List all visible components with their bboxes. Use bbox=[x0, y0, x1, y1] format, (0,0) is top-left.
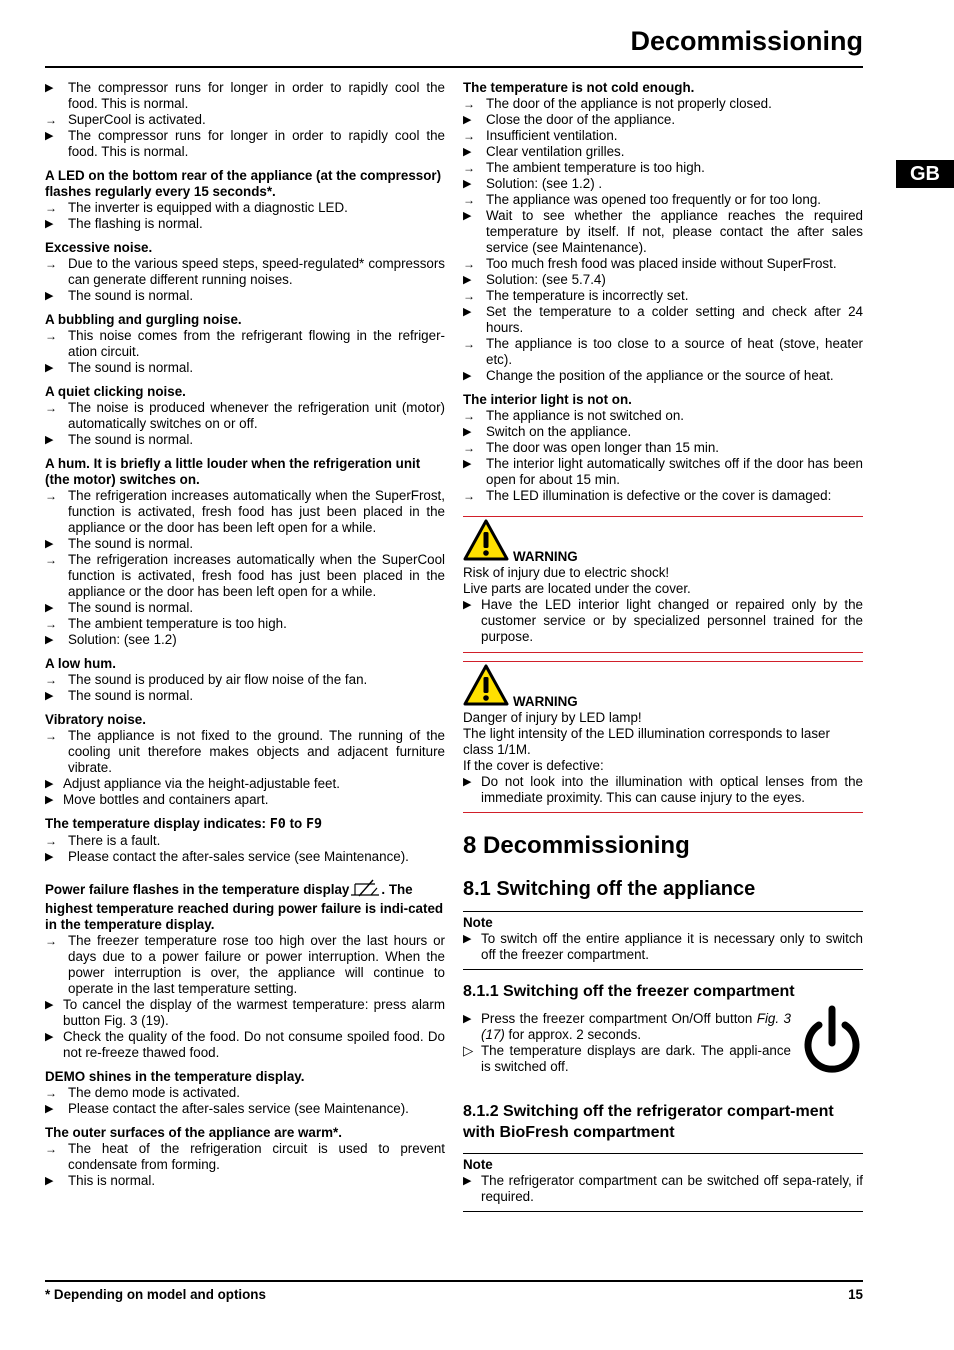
power-failure-heading-b: . The highest temperature reached during power failure is indi-cated in the temperature display. bbox=[45, 882, 444, 932]
list-item-text: The sound is normal. bbox=[68, 536, 194, 551]
list-item-text: There is a fault. bbox=[68, 833, 161, 848]
list-item bbox=[45, 328, 445, 360]
temp-display-list bbox=[45, 833, 445, 865]
warning2-line-3: If the cover is defective: bbox=[463, 758, 604, 773]
list-item-text: Move bottles and containers apart. bbox=[63, 792, 269, 807]
list-item bbox=[45, 933, 445, 997]
interior-light-heading: The interior light is not on. bbox=[463, 392, 632, 407]
list-item bbox=[463, 96, 863, 112]
list-item bbox=[463, 456, 863, 488]
list-item-text: Solution: (see 1.2) bbox=[68, 632, 177, 647]
list-item bbox=[45, 632, 445, 648]
demo-list bbox=[45, 1085, 445, 1117]
click-list bbox=[45, 400, 445, 448]
outer-surfaces-heading: The outer surfaces of the appliance are warm*. bbox=[45, 1125, 342, 1140]
warning-triangle-icon bbox=[463, 519, 509, 565]
lowhum-heading: A low hum. bbox=[45, 656, 116, 671]
list-item bbox=[463, 128, 863, 144]
triangle-bullet-icon: ▶ bbox=[463, 458, 472, 470]
list-item bbox=[463, 288, 863, 304]
warning1-line-1: Risk of injury due to electric shock! bbox=[463, 565, 670, 580]
list-item bbox=[45, 688, 445, 704]
hum-list bbox=[45, 488, 445, 648]
vibration-heading: Vibratory noise. bbox=[45, 712, 146, 727]
intro-list bbox=[45, 80, 445, 160]
list-item-text: The demo mode is activated. bbox=[68, 1085, 240, 1100]
list-item bbox=[463, 144, 863, 160]
list-item-text: Change the position of the appliance or the source of heat. bbox=[486, 368, 834, 383]
triangle-bullet-icon: ▶ bbox=[463, 370, 472, 382]
note-8-1 bbox=[463, 912, 863, 963]
triangle-bullet-icon: ▶ bbox=[45, 362, 54, 374]
list-item-text: Clear ventilation grilles. bbox=[486, 144, 625, 159]
triangle-bullet-icon: ▶ bbox=[45, 778, 54, 790]
list-item-text: The noise is produced whenever the refrigeration unit (motor) automatically switches on or off. bbox=[68, 400, 445, 431]
list-item-text: The flashing is normal. bbox=[68, 216, 203, 231]
list-item-text: The refrigeration increases automatically when the SuperCool function is activated, fresh food has just been placed in the appliance or the door has been left open for a while. bbox=[68, 552, 445, 599]
list-item-text: The ambient temperature is too high. bbox=[486, 160, 705, 175]
freezer-off-result bbox=[463, 1043, 791, 1075]
triangle-bullet-icon: ▶ bbox=[463, 1013, 472, 1025]
temp-display-heading-to: to bbox=[285, 816, 306, 831]
list-item bbox=[463, 368, 863, 384]
warning2-item-text: Do not look into the illumination with optical lenses from the immediate proximity. This can cause injury to the eyes. bbox=[481, 774, 863, 805]
triangle-bullet-icon: ▶ bbox=[463, 426, 472, 438]
list-item bbox=[45, 256, 445, 288]
step1-text-a: Press the freezer compartment On/Off button bbox=[481, 1011, 757, 1026]
power-failure-list bbox=[45, 933, 445, 1061]
warning1-line-2: Live parts are located under the cover. bbox=[463, 581, 691, 596]
power-button-icon bbox=[801, 1003, 863, 1087]
list-item bbox=[45, 849, 445, 865]
list-item-text: The door was open longer than 15 min. bbox=[486, 440, 719, 455]
led-heading: A LED on the bottom rear of the appliance (at the compressor) flashes regularly every 15 seconds*. bbox=[45, 168, 442, 199]
arrow-bullet-icon: → bbox=[45, 834, 57, 848]
triangle-bullet-icon: ▶ bbox=[45, 82, 54, 94]
freezer-off-block bbox=[463, 1011, 863, 1087]
arrow-bullet-icon: → bbox=[463, 337, 475, 351]
triangle-bullet-icon: ▶ bbox=[45, 794, 54, 806]
list-item-text: Switch on the appliance. bbox=[486, 424, 632, 439]
list-item bbox=[45, 1085, 445, 1101]
warning2-line-1: Danger of injury by LED lamp! bbox=[463, 710, 642, 725]
step1-text-b: for approx. 2 seconds. bbox=[504, 1027, 642, 1042]
warning2-label: WARNING bbox=[513, 694, 578, 709]
list-item bbox=[463, 336, 863, 368]
list-item bbox=[45, 200, 445, 216]
list-item bbox=[45, 400, 445, 432]
arrow-bullet-icon: → bbox=[463, 161, 475, 175]
list-item-text: The sound is produced by air flow noise of the fan. bbox=[68, 672, 368, 687]
triangle-bullet-icon: ▶ bbox=[45, 1103, 54, 1115]
triangle-bullet-icon: ▶ bbox=[45, 130, 54, 142]
list-item bbox=[463, 176, 863, 192]
vibration-list bbox=[45, 728, 445, 808]
arrow-bullet-icon: → bbox=[45, 1086, 57, 1100]
list-item bbox=[45, 216, 445, 232]
list-item bbox=[45, 997, 445, 1029]
list-item-text: Please contact the after-sales service (see Maintenance). bbox=[68, 1101, 409, 1116]
list-item-text: Close the door of the appliance. bbox=[486, 112, 676, 127]
note2-item bbox=[463, 1173, 863, 1205]
list-item-text: The heat of the refrigeration circuit is used to prevent condensate from forming. bbox=[68, 1141, 445, 1172]
arrow-bullet-icon: → bbox=[45, 1142, 57, 1156]
footer-rule bbox=[45, 1280, 863, 1282]
triangle-bullet-icon: ▶ bbox=[463, 274, 472, 286]
list-item-text: Set the temperature to a colder setting and check after 24 hours. bbox=[486, 304, 863, 335]
triangle-bullet-icon: ▶ bbox=[45, 290, 54, 302]
list-item-text: The sound is normal. bbox=[68, 600, 194, 615]
section-8-1-title: 8.1 Switching off the appliance bbox=[463, 878, 756, 900]
triangle-bullet-icon: ▶ bbox=[45, 602, 54, 614]
list-item-text: Solution: (see 1.2) . bbox=[486, 176, 603, 191]
list-item-text: The door of the appliance is not properly closed. bbox=[486, 96, 772, 111]
section-8-1-2-title: 8.1.2 Switching off the refrigerator compart-ment with BioFresh compartment bbox=[463, 1103, 834, 1141]
list-item bbox=[45, 776, 445, 792]
note1-label: Note bbox=[463, 915, 493, 930]
list-item-text: The interior light automatically switches off if the door has been open for about 15 min. bbox=[486, 456, 863, 487]
freezer-off-steps bbox=[463, 1011, 791, 1087]
warning1-label: WARNING bbox=[513, 549, 578, 564]
triangle-bullet-icon: ▶ bbox=[45, 690, 54, 702]
list-item-text: The appliance was opened too frequently or for too long. bbox=[486, 192, 821, 207]
footer-note: * Depending on model and options bbox=[45, 1287, 266, 1302]
click-heading: A quiet clicking noise. bbox=[45, 384, 186, 399]
list-item-text: Solution: (see 5.7.4) bbox=[486, 272, 606, 287]
list-item bbox=[45, 1101, 445, 1117]
list-item-text: Wait to see whether the appliance reaches the required temperature by itself. If not, please contact the after sales service (see Maintenance). bbox=[486, 208, 863, 255]
arrow-bullet-icon: → bbox=[463, 489, 475, 503]
warning1-bottom-rule bbox=[463, 652, 863, 653]
not-cold-heading: The temperature is not cold enough. bbox=[463, 80, 695, 95]
warning2-bottom-rule bbox=[463, 812, 863, 813]
demo-heading: DEMO shines in the temperature display. bbox=[45, 1069, 305, 1084]
list-item bbox=[463, 112, 863, 128]
list-item bbox=[463, 192, 863, 208]
page-number: 15 bbox=[848, 1287, 863, 1302]
left-column bbox=[45, 80, 445, 1189]
fault-code-end: F9 bbox=[305, 817, 323, 832]
list-item bbox=[463, 160, 863, 176]
arrow-bullet-icon: → bbox=[463, 129, 475, 143]
triangle-bullet-icon: ▶ bbox=[45, 1175, 54, 1187]
list-item bbox=[463, 256, 863, 272]
arrow-bullet-icon: → bbox=[45, 329, 57, 343]
interior-light-list bbox=[463, 408, 863, 504]
not-cold-list bbox=[463, 96, 863, 384]
list-item bbox=[45, 288, 445, 304]
result-triangle-icon: ▷ bbox=[463, 1043, 474, 1058]
triangle-bullet-icon: ▶ bbox=[463, 776, 472, 788]
triangle-bullet-icon: ▶ bbox=[463, 933, 472, 945]
list-item bbox=[45, 360, 445, 376]
led-list bbox=[45, 200, 445, 232]
list-item-text: The sound is normal. bbox=[68, 688, 194, 703]
list-item-text: Insufficient ventilation. bbox=[486, 128, 618, 143]
section-8-1-1-title: 8.1.1 Switching off the freezer compartment bbox=[463, 983, 795, 1000]
list-item-text: Please contact the after-sales service (see Maintenance). bbox=[68, 849, 409, 864]
warning-triangle-icon bbox=[463, 664, 509, 710]
list-item-text: The appliance is too close to a source of heat (stove, heater etc). bbox=[486, 336, 863, 367]
triangle-bullet-icon: ▶ bbox=[463, 599, 472, 611]
triangle-bullet-icon: ▶ bbox=[463, 306, 472, 318]
warning1-item-text: Have the LED interior light changed or repaired only by the customer service or by specialized personnel trained for the purpose. bbox=[481, 597, 863, 644]
list-item bbox=[45, 488, 445, 536]
warning2-line-2: The light intensity of the LED illumination corresponds to laser class 1/1M. bbox=[463, 726, 830, 757]
triangle-bullet-icon: ▶ bbox=[45, 218, 54, 230]
list-item bbox=[45, 112, 445, 128]
result-text: The temperature displays are dark. The appli-ance is switched off. bbox=[481, 1043, 791, 1074]
triangle-bullet-icon: ▶ bbox=[463, 1175, 472, 1187]
list-item bbox=[45, 536, 445, 552]
page-header-title: Decommissioning bbox=[630, 26, 863, 56]
note1-item bbox=[463, 931, 863, 963]
list-item bbox=[463, 424, 863, 440]
warning1-item bbox=[463, 597, 863, 645]
list-item bbox=[45, 616, 445, 632]
lowhum-list bbox=[45, 672, 445, 704]
list-item-text: The compressor runs for longer in order to rapidly cool the food. This is normal. bbox=[68, 128, 445, 159]
list-item-text: The temperature is incorrectly set. bbox=[486, 288, 689, 303]
list-item bbox=[45, 1029, 445, 1061]
list-item-text: Check the quality of the food. Do not consume spoiled food. Do not re-freeze thawed food. bbox=[63, 1029, 445, 1060]
list-item-text: The ambient temperature is too high. bbox=[68, 616, 287, 631]
noise-heading: Excessive noise. bbox=[45, 240, 153, 255]
power-failure-icon bbox=[349, 879, 381, 901]
note2-item-text: The refrigerator compartment can be switched off sepa-rately, if required. bbox=[481, 1173, 863, 1204]
list-item bbox=[45, 1141, 445, 1173]
note-8-1-2 bbox=[463, 1154, 863, 1205]
list-item-text: To cancel the display of the warmest temperature: press alarm button Fig. 3 (19). bbox=[63, 997, 445, 1028]
arrow-bullet-icon: → bbox=[463, 257, 475, 271]
note2-label: Note bbox=[463, 1157, 493, 1172]
list-item-text: The compressor runs for longer in order to rapidly cool the food. This is normal. bbox=[68, 80, 445, 111]
warning-led-lamp bbox=[463, 664, 863, 806]
list-item-text: The sound is normal. bbox=[68, 288, 194, 303]
list-item bbox=[463, 304, 863, 336]
arrow-bullet-icon: → bbox=[45, 113, 57, 127]
list-item-text: The freezer temperature rose too high over the last hours or days due to a power failure or power interruption. When the power interruption is over, the appliance will continue to operate in the last temperature setting. bbox=[68, 933, 445, 996]
freezer-off-step-1 bbox=[463, 1011, 791, 1043]
warning1-top-rule bbox=[463, 516, 863, 517]
triangle-bullet-icon: ▶ bbox=[463, 210, 472, 222]
power-failure-heading bbox=[45, 879, 445, 933]
list-item-text: This is normal. bbox=[68, 1173, 156, 1188]
list-item bbox=[45, 833, 445, 849]
triangle-bullet-icon: ▶ bbox=[45, 634, 54, 646]
noise-list bbox=[45, 256, 445, 304]
list-item-text: Too much fresh food was placed inside without SuperFrost. bbox=[486, 256, 837, 271]
right-column bbox=[463, 80, 863, 1212]
list-item-text: The appliance is not switched on. bbox=[486, 408, 685, 423]
triangle-bullet-icon: ▶ bbox=[45, 999, 54, 1011]
list-item-text: This noise comes from the refrigerant flowing in the refriger-ation circuit. bbox=[68, 328, 445, 359]
arrow-bullet-icon: → bbox=[463, 289, 475, 303]
note2-bottom-rule bbox=[463, 1211, 863, 1212]
arrow-bullet-icon: → bbox=[45, 729, 57, 743]
list-item-text: The sound is normal. bbox=[68, 432, 194, 447]
warning1-header bbox=[463, 519, 863, 565]
temp-display-heading-text: The temperature display indicates: bbox=[45, 816, 270, 831]
list-item bbox=[463, 408, 863, 424]
list-item-text: The refrigeration increases automatically when the SuperFrost, function is activated, fresh food has just been placed in the appliance or the door has been left open for a while. bbox=[68, 488, 445, 535]
arrow-bullet-icon: → bbox=[45, 673, 57, 687]
list-item-text: The sound is normal. bbox=[68, 360, 194, 375]
arrow-bullet-icon: → bbox=[463, 97, 475, 111]
warning2-header bbox=[463, 664, 863, 710]
figure-reference: Fig. 3 (17) bbox=[481, 1011, 791, 1042]
hum-heading: A hum. It is briefly a little louder when the refrigeration unit (the motor) switches on. bbox=[45, 456, 421, 487]
list-item-text: The LED illumination is defective or the cover is damaged: bbox=[486, 488, 832, 503]
arrow-bullet-icon: → bbox=[45, 257, 57, 271]
arrow-bullet-icon: → bbox=[463, 441, 475, 455]
list-item-text: The appliance is not fixed to the ground. The running of the cooling unit therefore makes objects and adjacent furniture vibrate. bbox=[68, 728, 445, 775]
triangle-bullet-icon: ▶ bbox=[45, 434, 54, 446]
list-item bbox=[45, 1173, 445, 1189]
list-item bbox=[45, 128, 445, 160]
note1-item-text: To switch off the entire appliance it is necessary only to switch off the freezer compartment. bbox=[481, 931, 863, 962]
list-item bbox=[45, 792, 445, 808]
arrow-bullet-icon: → bbox=[45, 553, 57, 567]
list-item-text: Due to the various speed steps, speed-regulated* compressors can generate different running noises. bbox=[68, 256, 445, 287]
fault-code-start: F0 bbox=[269, 817, 286, 832]
triangle-bullet-icon: ▶ bbox=[463, 178, 472, 190]
outer-surfaces-list bbox=[45, 1141, 445, 1189]
arrow-bullet-icon: → bbox=[45, 489, 57, 503]
list-item bbox=[45, 552, 445, 600]
bubble-heading: A bubbling and gurgling noise. bbox=[45, 312, 242, 327]
triangle-bullet-icon: ▶ bbox=[463, 146, 472, 158]
list-item bbox=[45, 600, 445, 616]
arrow-bullet-icon: → bbox=[463, 193, 475, 207]
list-item bbox=[45, 432, 445, 448]
list-item-text: Adjust appliance via the height-adjustable feet. bbox=[63, 776, 340, 791]
power-failure-heading-a: Power failure flashes in the temperature display bbox=[45, 882, 350, 897]
arrow-bullet-icon: → bbox=[45, 401, 57, 415]
triangle-bullet-icon: ▶ bbox=[45, 538, 54, 550]
triangle-bullet-icon: ▶ bbox=[45, 851, 54, 863]
arrow-bullet-icon: → bbox=[45, 617, 57, 631]
list-item-text: SuperCool is activated. bbox=[68, 112, 206, 127]
note1-bottom-rule bbox=[463, 969, 863, 970]
list-item-text: The inverter is equipped with a diagnostic LED. bbox=[68, 200, 348, 215]
triangle-bullet-icon: ▶ bbox=[45, 1031, 54, 1043]
list-item bbox=[463, 488, 863, 504]
language-tab: GB bbox=[896, 160, 954, 188]
list-item bbox=[463, 272, 863, 288]
list-item bbox=[45, 80, 445, 112]
chapter-title: 8 Decommissioning bbox=[463, 832, 690, 859]
temp-display-heading bbox=[45, 816, 445, 833]
warning2-top-rule bbox=[463, 661, 863, 662]
bubble-list bbox=[45, 328, 445, 376]
list-item bbox=[463, 440, 863, 456]
list-item bbox=[45, 728, 445, 776]
triangle-bullet-icon: ▶ bbox=[463, 114, 472, 126]
arrow-bullet-icon: → bbox=[463, 409, 475, 423]
warning2-item bbox=[463, 774, 863, 806]
warning-electric-shock bbox=[463, 519, 863, 645]
header-rule bbox=[45, 66, 863, 68]
list-item bbox=[45, 672, 445, 688]
arrow-bullet-icon: → bbox=[45, 201, 57, 215]
list-item bbox=[463, 208, 863, 256]
arrow-bullet-icon: → bbox=[45, 934, 57, 948]
